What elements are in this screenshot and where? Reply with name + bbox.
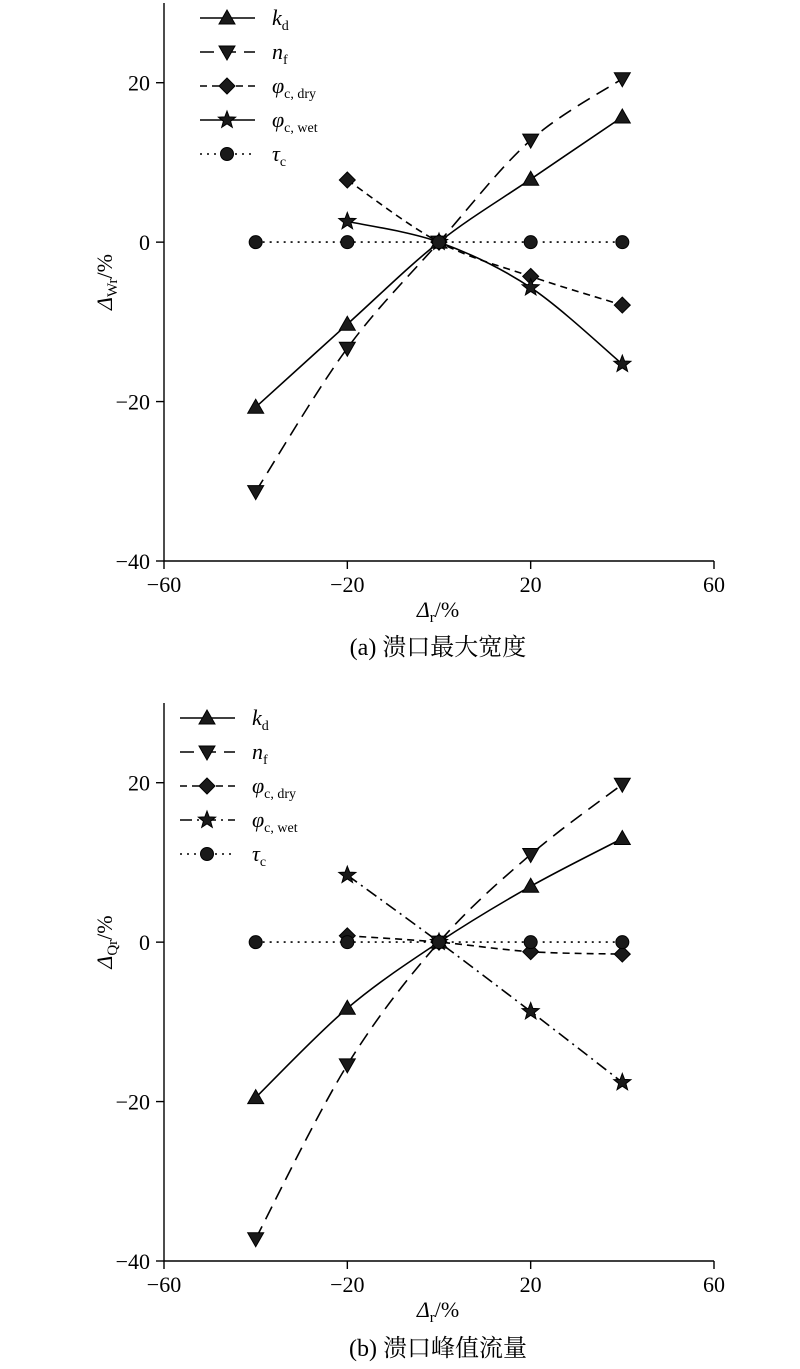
panel-b-legend-marker-φ_c,wet (198, 811, 215, 827)
panel-b-legend-marker-k_d (199, 710, 215, 724)
panel-b-x-tick-label: −20 (330, 1272, 365, 1297)
panel-a-legend (200, 5, 318, 170)
panel-b-point-n_f (339, 1059, 355, 1073)
panel-a-point-k_d (523, 171, 539, 185)
panel-b-y-tick-label: 0 (139, 930, 150, 956)
panel-b-legend-label-φ_c,dry: $\varphi_{c, dry}$ (252, 773, 297, 802)
panel-a-legend-label-k_d: $k_d$ (272, 5, 289, 34)
panel-b-point-n_f (523, 849, 539, 863)
panel-b-point-k_d (614, 831, 630, 845)
panel-a-point-τ_c (249, 236, 262, 249)
panel-a-legend-marker-τ_c (221, 148, 234, 161)
panel-b-x-axis-title: $\Delta_r/\%$ (416, 1297, 460, 1326)
panel-a-series-line-φ_c,wet (347, 221, 622, 364)
panel-a-point-τ_c (524, 236, 537, 249)
panel-a-legend-marker-φ_c,wet (218, 111, 235, 127)
panel-b-caption: (b) 溃口峰值流量 (349, 1336, 527, 1362)
panel-b-series-line-φ_c,dry (347, 936, 622, 954)
panel-a-y-tick-label: −20 (115, 389, 150, 415)
panel-b-axes (164, 703, 714, 1261)
panel-b-legend-marker-τ_c (201, 848, 214, 861)
panel-b-legend-label-τ_c: $\tau_c$ (252, 841, 267, 870)
panel-a-x-tick-label: 20 (519, 572, 542, 597)
panel-b-x-tick-label: −60 (146, 1272, 182, 1297)
panel-b-y-tick-label: 20 (128, 770, 150, 796)
panel-b-legend-label-k_d: $k_d$ (252, 705, 269, 734)
panel-a-series-line-k_d (256, 117, 623, 407)
panel-a-legend-marker-k_d (219, 10, 235, 24)
panel-a-legend-label-φ_c,dry: $\varphi_{c, dry}$ (272, 73, 317, 102)
panel-b-series-line-φ_c,wet (347, 875, 622, 1082)
panel-b-y-tick-label: −40 (115, 1249, 150, 1274)
panel-b-y-axis-title: $\Delta_{Qr}/\%$ (92, 915, 121, 969)
panel-b-point-τ_c (249, 936, 262, 949)
panel-a-y-tick-label: −40 (115, 549, 150, 574)
panel-b-point-τ_c (524, 936, 537, 949)
panel-a-point-τ_c (616, 236, 629, 249)
panel-b-point-τ_c (433, 936, 446, 949)
panel-a-caption: (a) 溃口最大宽度 (349, 635, 527, 661)
panel-a-point-n_f (614, 73, 630, 87)
panel-a-y-tick-label: 20 (128, 70, 150, 96)
panel-a-y-axis-title: $\Delta_{Wr}/\%$ (92, 254, 121, 310)
panel-b-x-tick-label: 20 (519, 1272, 542, 1297)
panel-a-legend-marker-n_f (219, 46, 235, 60)
panel-b (92, 703, 725, 1362)
panel-a-axes (164, 3, 714, 561)
panel-a-legend-marker-φ_c,dry (219, 78, 235, 94)
panel-a-point-n_f (248, 486, 264, 500)
panel-b-legend (180, 705, 298, 870)
panel-a-legend-label-n_f: $n_f$ (272, 39, 288, 68)
panel-a-point-φ_c,wet (339, 212, 356, 228)
panel-b-point-k_d (523, 878, 539, 892)
panel-b-legend-marker-n_f (199, 746, 215, 760)
panel-b-point-τ_c (616, 936, 629, 949)
panel-b-series-line-k_d (256, 839, 623, 1098)
panel-b-y-tick-label: −20 (115, 1089, 150, 1115)
panel-a-x-tick-label: −60 (146, 572, 182, 597)
panel-a-point-φ_c,dry (614, 297, 630, 313)
panel-b-point-n_f (248, 1233, 264, 1247)
panel-b-point-φ_c,wet (614, 1073, 631, 1089)
panel-b-legend-label-φ_c,wet: $\varphi_{c, wet}$ (252, 807, 298, 836)
panel-a-point-k_d (614, 109, 630, 123)
panel-a-legend-label-φ_c,wet: $\varphi_{c, wet}$ (272, 107, 318, 136)
panel-a-x-tick-label: −20 (330, 572, 365, 597)
panel-a-x-tick-label: 60 (703, 572, 725, 597)
panel-b-point-k_d (339, 1000, 355, 1014)
panel-a-point-τ_c (341, 236, 354, 249)
panel-a-x-axis-title: $\Delta_r/\%$ (416, 597, 460, 626)
panel-b-point-φ_c,wet (522, 1003, 539, 1019)
panel-b-series-line-n_f (256, 784, 623, 1238)
panel-a-y-tick-label: 0 (139, 230, 150, 256)
panel-b-point-τ_c (341, 936, 354, 949)
panel-b-legend-marker-φ_c,dry (199, 778, 215, 794)
panel-a (92, 3, 725, 661)
panel-a-series-line-n_f (256, 79, 623, 492)
panel-a-point-n_f (523, 134, 539, 148)
panel-b-legend-label-n_f: $n_f$ (252, 739, 268, 768)
panel-a-point-φ_c,wet (614, 355, 631, 371)
panel-a-legend-label-τ_c: $\tau_c$ (272, 141, 287, 170)
panel-b-x-tick-label: 60 (703, 1272, 725, 1297)
panel-a-point-τ_c (433, 236, 446, 249)
panel-a-point-φ_c,dry (339, 172, 355, 188)
panel-b-point-n_f (614, 778, 630, 792)
panel-a-point-n_f (339, 342, 355, 356)
